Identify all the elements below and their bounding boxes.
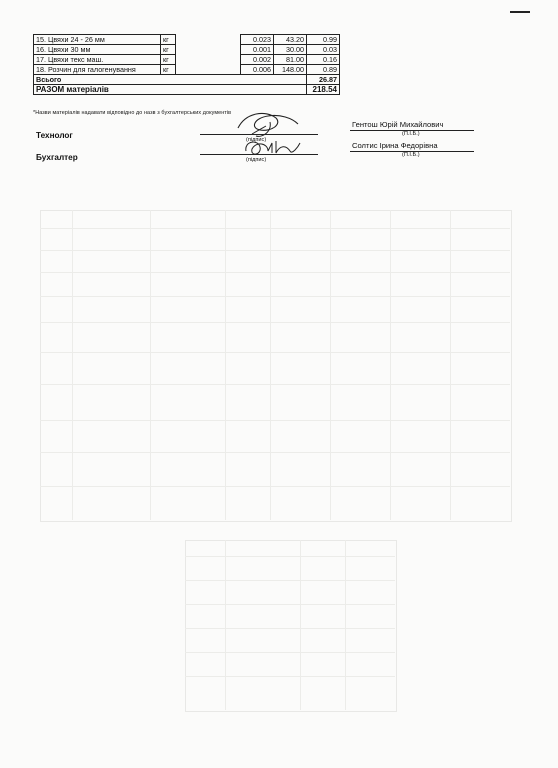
accountant-signature-caption: (підпис) bbox=[246, 157, 267, 163]
material-name bbox=[34, 55, 161, 65]
material-unit: кг bbox=[161, 65, 176, 75]
material-qty: 0.002 bbox=[241, 55, 274, 65]
material-number: 18. bbox=[36, 65, 46, 74]
material-price: 148.00 bbox=[274, 65, 307, 75]
material-name-text: Цвяхи текс маш. bbox=[48, 55, 104, 64]
material-sum: 0.99 bbox=[307, 35, 340, 45]
material-name-text: Розчин для галогенування bbox=[48, 65, 136, 74]
corner-dash-mark bbox=[510, 11, 530, 13]
material-qty: 0.023 bbox=[241, 35, 274, 45]
spacer-cell bbox=[176, 65, 241, 75]
grand-total-row bbox=[34, 85, 340, 95]
material-qty: 0.006 bbox=[241, 65, 274, 75]
accountant-name: Солтис Ірина Федорівна bbox=[352, 141, 438, 150]
technologist-signature-caption: (підпис) bbox=[246, 137, 267, 143]
spacer-cell bbox=[176, 45, 241, 55]
material-name-text: Цвяхи 24 - 26 мм bbox=[48, 35, 105, 44]
material-name bbox=[34, 35, 161, 45]
material-price: 43.20 bbox=[274, 35, 307, 45]
spacer-cell bbox=[176, 55, 241, 65]
material-row bbox=[34, 45, 340, 55]
material-qty: 0.001 bbox=[241, 45, 274, 55]
material-unit: кг bbox=[161, 45, 176, 55]
technologist-label: Технолог bbox=[36, 131, 73, 140]
material-sum: 0.89 bbox=[307, 65, 340, 75]
materials-table bbox=[33, 34, 340, 95]
material-row bbox=[34, 35, 340, 45]
total-sum: 26.87 bbox=[307, 75, 340, 85]
spacer-cell bbox=[176, 35, 241, 45]
material-unit: кг bbox=[161, 35, 176, 45]
footnote: *Назви матеріалів надавати відповідно до назв з бухгалтерських документів bbox=[33, 110, 232, 116]
material-name bbox=[34, 65, 161, 75]
total-row bbox=[34, 75, 340, 85]
material-number: 15. bbox=[36, 35, 46, 44]
material-number: 16. bbox=[36, 45, 46, 54]
material-name-text: Цвяхи 30 мм bbox=[48, 45, 91, 54]
accountant-handwritten-signature bbox=[238, 135, 302, 161]
material-name bbox=[34, 45, 161, 55]
total-label: Всього bbox=[34, 75, 307, 85]
accountant-name-caption: (П.І.Б.) bbox=[402, 152, 420, 158]
material-price: 30.00 bbox=[274, 45, 307, 55]
material-price: 81.00 bbox=[274, 55, 307, 65]
material-row bbox=[34, 65, 340, 75]
material-sum: 0.16 bbox=[307, 55, 340, 65]
technologist-name: Гентош Юрій Михайлович bbox=[352, 120, 444, 129]
material-sum: 0.03 bbox=[307, 45, 340, 55]
material-unit: кг bbox=[161, 55, 176, 65]
technologist-name-caption: (П.І.Б.) bbox=[402, 131, 420, 137]
accountant-label: Бухгалтер bbox=[36, 153, 78, 162]
grand-total-sum: 218.54 bbox=[307, 85, 340, 95]
material-number: 17. bbox=[36, 55, 46, 64]
material-row bbox=[34, 55, 340, 65]
grand-total-label: РАЗОМ матеріалів bbox=[34, 85, 307, 95]
